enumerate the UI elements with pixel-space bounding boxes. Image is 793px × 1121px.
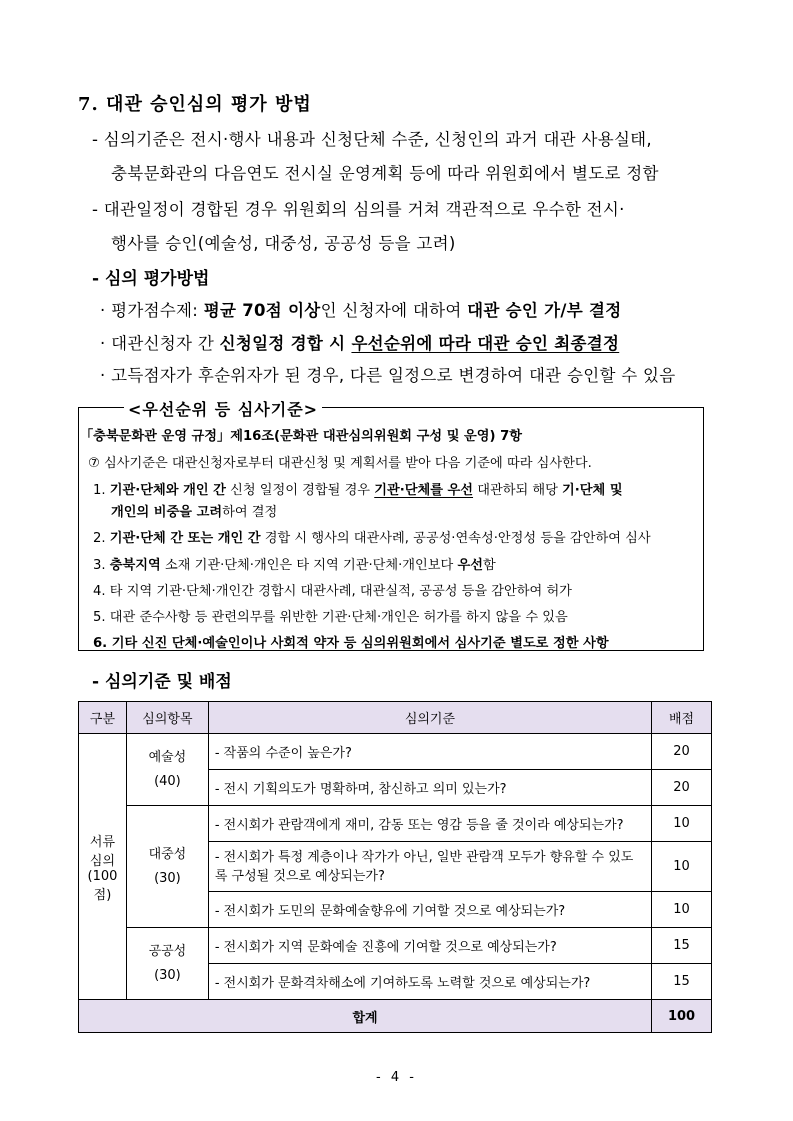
method-item-2	[100, 330, 619, 354]
group-points: (40)	[154, 773, 181, 789]
method-item-3: · 고득점자가 후순위자가 된 경우, 다른 일정으로 변경하여 대관 승인할 수 있음	[100, 366, 676, 385]
header-criterion: 심의기준	[208, 702, 651, 734]
bullet-line: 충북문화관의 다음연도 전시실 운영계획 등에 따라 위원회에서 별도로 정함	[111, 164, 659, 183]
text: 신청 일정이 경합될 경우	[225, 483, 375, 498]
header-item: 심의항목	[126, 702, 208, 734]
emphasis: 기관·단체를 우선	[374, 483, 474, 498]
text: 함	[482, 558, 496, 573]
group-points: (30)	[154, 967, 181, 983]
criterion-cell: - 전시회가 도민의 문화예술향유에 기여할 것으로 예상되는가?	[208, 892, 651, 928]
score-cell: 10	[652, 892, 712, 928]
criterion-cell: - 작품의 수준이 높은가?	[208, 734, 651, 770]
text: 소재 기관·단체·개인은 타 지역 기관·단체·개인보다	[160, 558, 458, 573]
score-cell: 15	[652, 928, 712, 964]
method-heading: - 심의 평가방법	[92, 269, 210, 289]
score-cell: 15	[652, 964, 712, 1000]
text: 1.	[93, 483, 110, 498]
bullet-line: - 심의기준은 전시·행사 내용과 신청단체 수준, 신청인의 과거 대관 사용실태,	[92, 130, 652, 149]
priority-rule-5: 5. 대관 준수사항 등 관련의무를 위반한 기관·단체·개인은 허가를 하지 않을 수 있음	[93, 610, 568, 625]
total-score: 100	[652, 1000, 712, 1033]
criterion-cell: - 전시회가 지역 문화예술 진흥에 기여할 것으로 예상되는가?	[208, 928, 651, 964]
category-line: (100점)	[87, 868, 118, 903]
criterion-cell: - 전시회가 특정 계층이나 작가가 아닌, 일반 관람객 모두가 향유할 수 있도록 구성될 것으로 예상되는가?	[208, 842, 651, 892]
text: 경합 시 행사의 대관사례, 공공성·연속성·안정성 등을 감안하여 심사	[260, 531, 651, 546]
priority-rule-1-cont	[111, 501, 277, 520]
page-number: - 4 -	[376, 1070, 417, 1085]
emphasis: 기관·단체 간 또는 개인 간	[109, 531, 261, 546]
emphasis: 우선	[457, 558, 483, 573]
category-line: 심의	[89, 853, 116, 869]
group-cell	[126, 806, 208, 928]
group-name: 공공성	[148, 943, 187, 959]
score-cell: 20	[652, 770, 712, 806]
bullet-line: 행사를 승인(예술성, 대중성, 공공성 등을 고려)	[111, 234, 456, 253]
criteria-table	[78, 701, 712, 1033]
group-name: 대중성	[148, 846, 187, 862]
priority-box-title: <우선순위 등 심사기준>	[124, 397, 322, 420]
text: 하여 결정	[222, 505, 278, 520]
section-title: 7. 대관 승인심의 평가 방법	[78, 94, 312, 115]
emphasis: 충북지역	[109, 558, 161, 573]
emphasis: 평균 70점 이상	[203, 301, 321, 320]
priority-rule-1	[93, 479, 623, 498]
group-cell	[126, 734, 208, 806]
group-cell	[126, 928, 208, 1000]
total-row	[79, 1000, 712, 1033]
text: 3.	[93, 558, 110, 573]
category-line: 서류	[89, 834, 116, 850]
text: · 대관신청자 간	[100, 334, 220, 353]
criterion-cell: - 전시 기획의도가 명확하며, 참신하고 의미 있는가?	[208, 770, 651, 806]
group-points: (30)	[154, 870, 181, 886]
criteria-heading: - 심의기준 및 배점	[92, 672, 232, 692]
bullet-line: - 대관일정이 경합된 경우 위원회의 심의를 거쳐 객관적으로 우수한 전시·	[92, 200, 625, 219]
emphasis: 우선순위에 따라 대관 승인 최종결정	[351, 334, 620, 353]
priority-rule-4: 4. 타 지역 기관·단체·개인간 경합시 대관사례, 대관실적, 공공성 등을 감안하여 허가	[93, 584, 572, 599]
emphasis: 기·단체 및	[562, 483, 623, 498]
score-cell: 20	[652, 734, 712, 770]
text: · 평가점수제:	[100, 301, 204, 320]
criterion-cell: - 전시회가 관람객에게 재미, 감동 또는 영감 등을 줄 것이라 예상되는가?	[208, 806, 651, 842]
priority-rule-2	[93, 527, 651, 546]
priority-rule-6: 6. 기타 신진 단체·예술인이나 사회적 약자 등 심의위원회에서 심사기준 별도로 정한 사항	[93, 636, 609, 651]
text: 대관하되 해당	[473, 483, 563, 498]
score-cell: 10	[652, 806, 712, 842]
criterion-cell: - 전시회가 문화격차해소에 기여하도록 노력할 것으로 예상되는가?	[208, 964, 651, 1000]
header-category: 구분	[79, 702, 127, 734]
priority-intro: ⑦ 심사기준은 대관신청자로부터 대관신청 및 계획서를 받아 다음 기준에 따라 심사한다.	[88, 456, 592, 471]
text: 인 신청자에 대하여	[320, 301, 468, 320]
emphasis: 대관 승인 가/부 결정	[467, 301, 622, 320]
score-cell: 10	[652, 842, 712, 892]
method-item-1	[100, 297, 621, 321]
text: 2.	[93, 531, 110, 546]
priority-rule-3	[93, 554, 496, 573]
emphasis: 신청일정 경합 시	[219, 334, 352, 353]
category-cell	[79, 734, 127, 1000]
total-label: 합계	[79, 1000, 652, 1033]
header-score: 배점	[652, 702, 712, 734]
emphasis: 개인의 비중을 고려	[111, 505, 223, 520]
priority-reference: 「충북문화관 운영 규정」제16조(문화관 대관심의위원회 구성 및 운영) 7항	[80, 429, 523, 444]
emphasis: 기관·단체와 개인 간	[109, 483, 226, 498]
group-name: 예술성	[148, 749, 187, 765]
